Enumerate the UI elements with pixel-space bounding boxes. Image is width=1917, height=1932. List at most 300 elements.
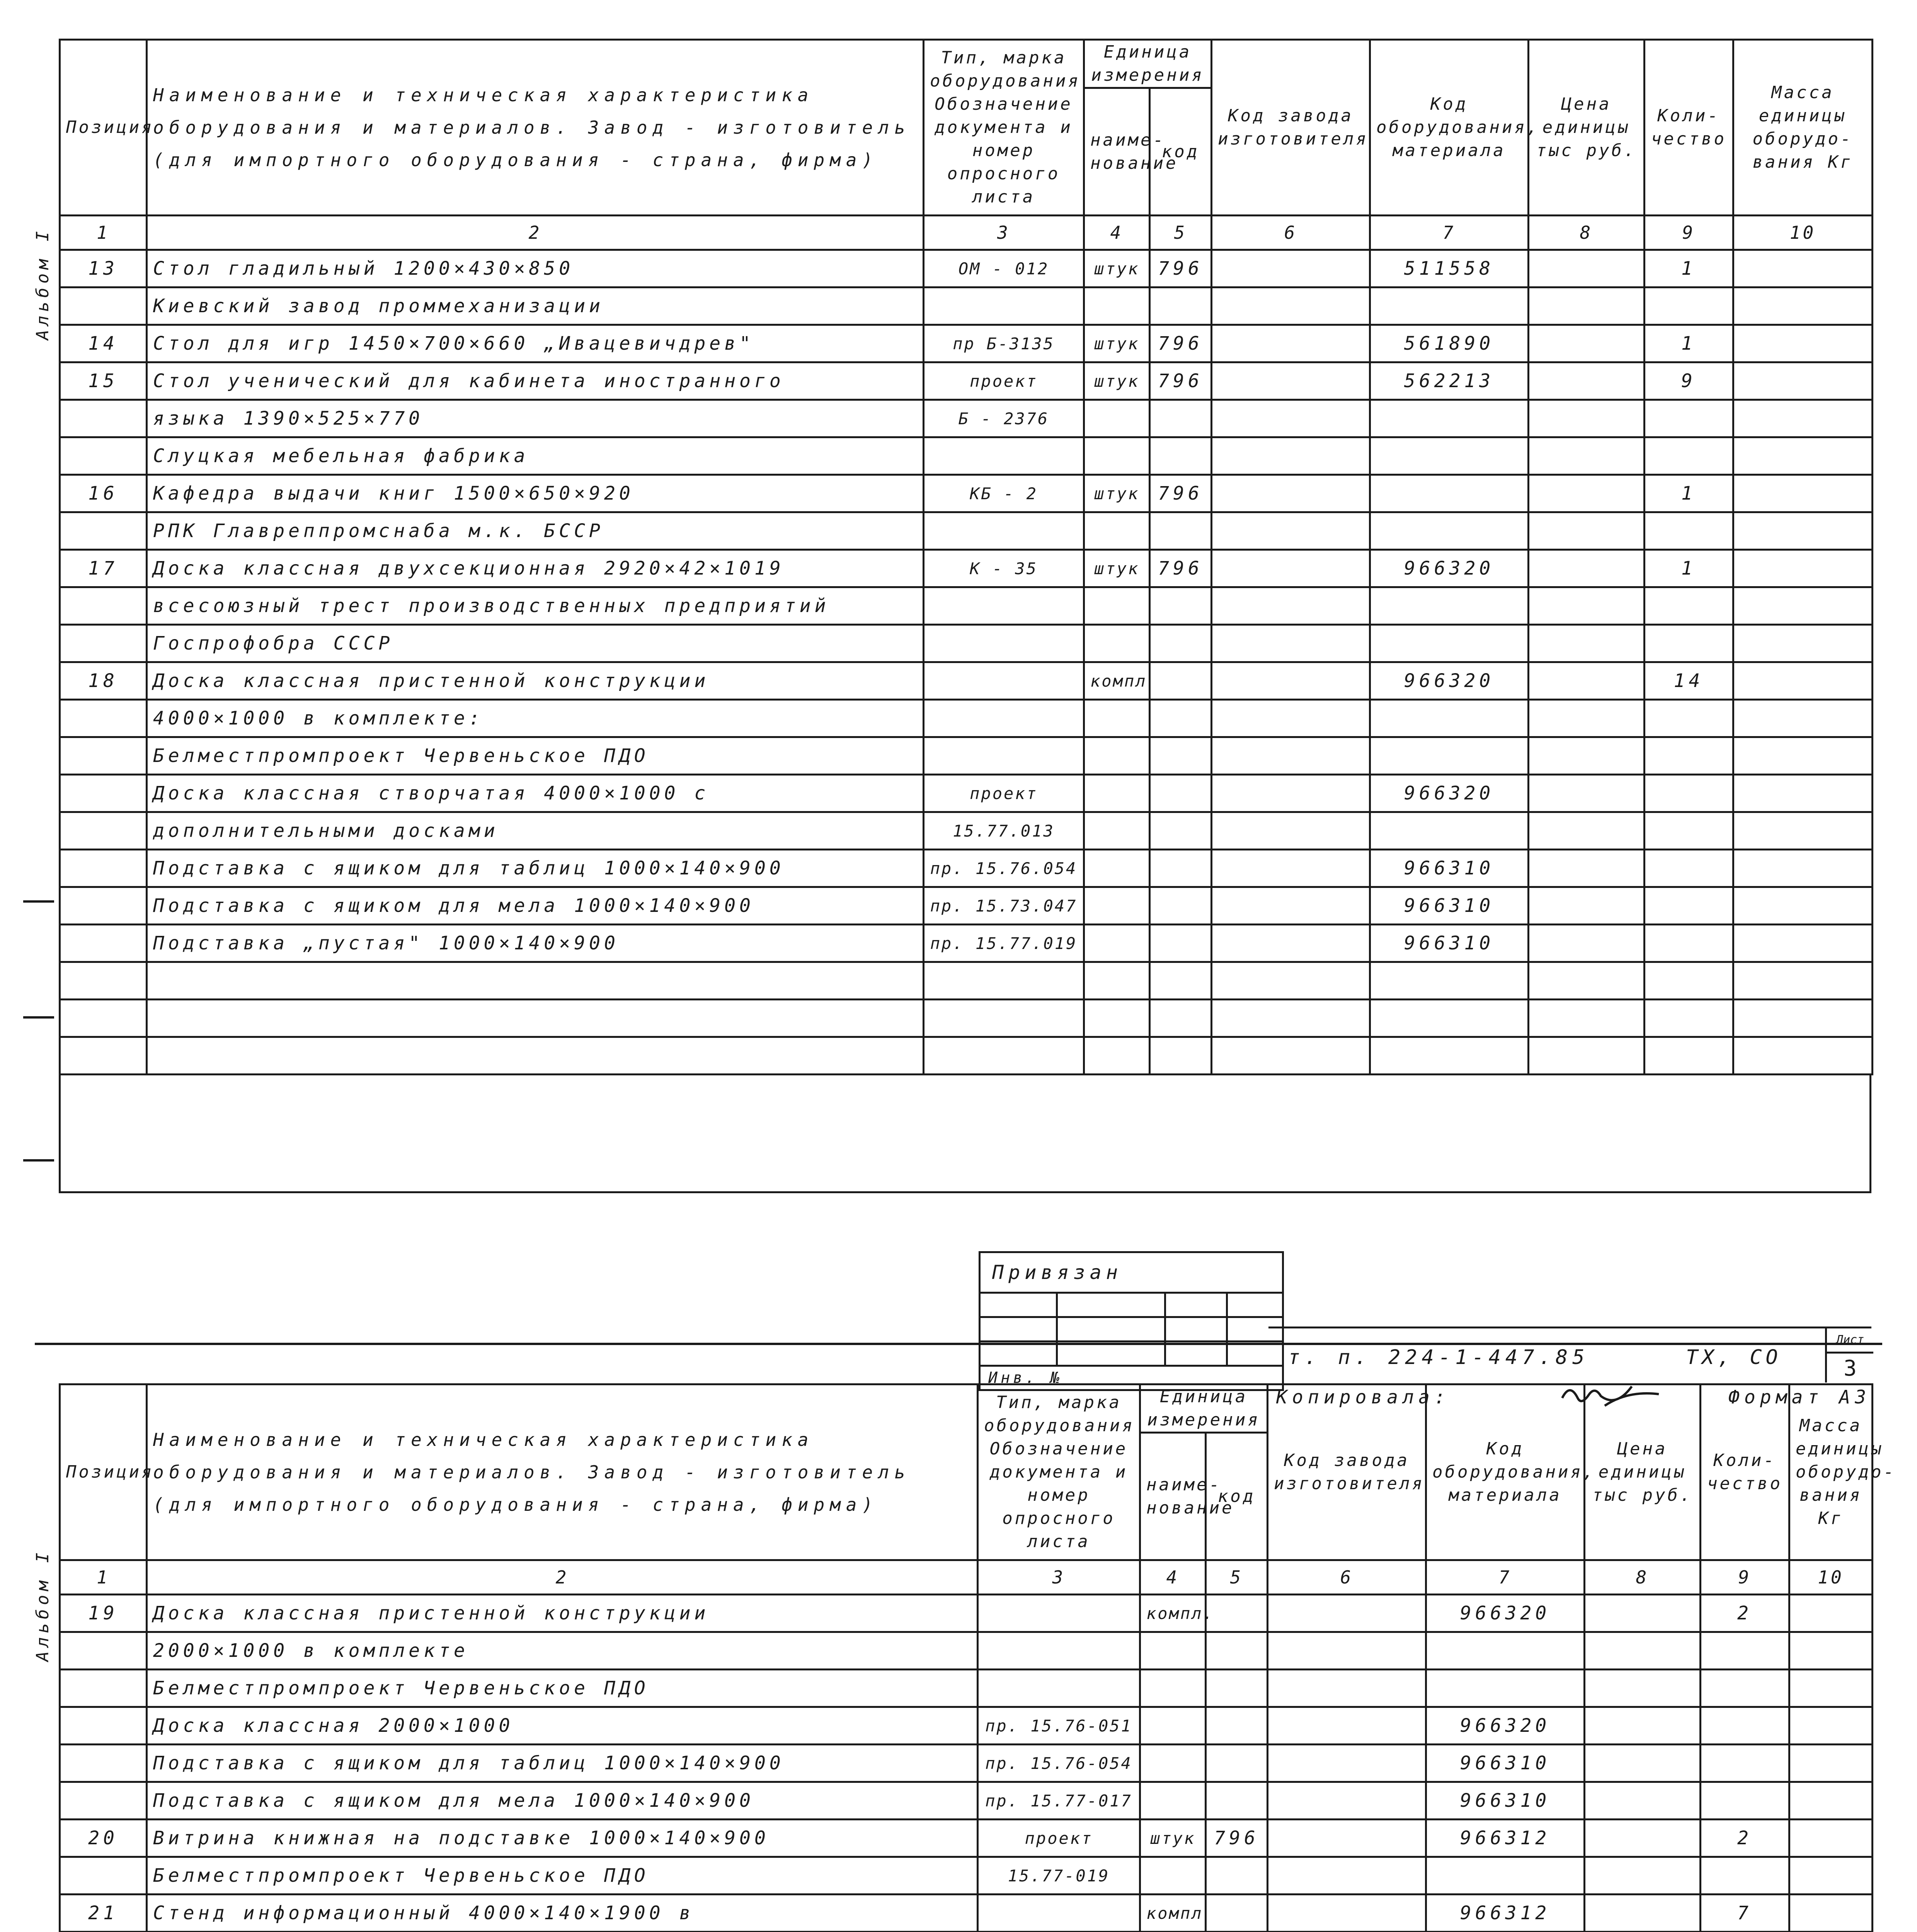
inventory-number: Инв. №: [988, 1369, 1063, 1387]
cell-ecode: [1426, 1670, 1585, 1707]
cell-unit: [1084, 587, 1150, 625]
cell-mass: [1733, 437, 1873, 475]
album-side-label-1: Альбом I: [33, 227, 53, 340]
cell-mass: [1733, 962, 1873, 1000]
cell-qty: [1645, 737, 1733, 775]
table-row: [60, 1745, 1873, 1782]
cell-ecode: 966310: [1426, 1782, 1585, 1820]
cell-price: [1529, 625, 1645, 662]
cell-name: Подставка „пустая" 1000×140×900: [147, 925, 924, 962]
cell-type: пр. 15.77-017: [978, 1782, 1140, 1820]
cell-ecode: 562213: [1370, 362, 1529, 400]
cell-code: [1206, 1895, 1268, 1932]
cell-name: Белместпромпроект Червеньское ПДО: [147, 1670, 978, 1707]
cell-ecode: [1370, 400, 1529, 437]
binding-grid: [981, 1294, 1282, 1367]
cell-unit: [1084, 737, 1150, 775]
cell-fcode: [1212, 437, 1370, 475]
cell-fcode: [1212, 775, 1370, 812]
cell-fcode: [1268, 1745, 1426, 1782]
cell-ecode: [1370, 737, 1529, 775]
cell-price: [1529, 662, 1645, 700]
cell-pos: [60, 437, 147, 475]
header-price: Цена единицы тыс руб.: [1529, 40, 1645, 216]
cell-qty: [1701, 1745, 1789, 1782]
cell-unit: компл: [1140, 1895, 1206, 1932]
table-row: [60, 1707, 1873, 1745]
cell-ecode: [1370, 287, 1529, 325]
cell-qty: 1: [1645, 475, 1733, 512]
cell-unit: [1084, 812, 1150, 850]
cell-ecode: [1370, 700, 1529, 737]
cell-unit: [1084, 1037, 1150, 1075]
cell-ecode: 511558: [1370, 250, 1529, 287]
cell-ecode: [1370, 475, 1529, 512]
cell-mass: [1733, 475, 1873, 512]
cell-qty: 9: [1645, 362, 1733, 400]
cell-code: [1150, 625, 1212, 662]
cell-ecode: 966312: [1426, 1895, 1585, 1932]
header-factory-code: Код завода изготовителя: [1212, 40, 1370, 216]
cell-name: Доска классная пристенной конструкции: [147, 662, 924, 700]
cell-pos: 20: [60, 1820, 147, 1857]
header-unit-group: Единица измерения: [1140, 1384, 1268, 1433]
cell-ecode: [1370, 437, 1529, 475]
cell-unit: [1084, 287, 1150, 325]
cell-qty: [1645, 1037, 1733, 1075]
cell-name: РПК Главреппромснаба м.к. БССР: [147, 512, 924, 550]
cell-type: [924, 962, 1084, 1000]
cell-code: [1150, 587, 1212, 625]
cell-unit: [1140, 1670, 1206, 1707]
cell-name: Стол ученический для кабинета иностранного: [147, 362, 924, 400]
cell-ecode: 561890: [1370, 325, 1529, 362]
cell-mass: [1789, 1632, 1873, 1670]
cell-code: [1206, 1745, 1268, 1782]
cell-type: [978, 1595, 1140, 1632]
cell-type: проект: [924, 362, 1084, 400]
header-type: Тип, марка оборудования Обозначение документа и номер опросного листа: [978, 1384, 1140, 1560]
cell-mass: [1733, 700, 1873, 737]
cell-name: Белместпромпроект Червеньское ПДО: [147, 1857, 978, 1895]
cell-unit: штук: [1084, 550, 1150, 587]
section-code: ТХ, СО: [1686, 1346, 1782, 1369]
cell-mass: [1733, 662, 1873, 700]
cell-type: [924, 700, 1084, 737]
cell-pos: [60, 887, 147, 925]
cell-fcode: [1212, 362, 1370, 400]
header-qty: Коли-чество: [1645, 40, 1733, 216]
cell-qty: [1645, 925, 1733, 962]
cell-pos: [60, 625, 147, 662]
cell-pos: 18: [60, 662, 147, 700]
cell-fcode: [1212, 512, 1370, 550]
table-row: [60, 475, 1873, 512]
cell-mass: [1733, 400, 1873, 437]
cell-mass: [1733, 287, 1873, 325]
cell-mass: [1789, 1820, 1873, 1857]
cell-type: [924, 1000, 1084, 1037]
cell-pos: [60, 1670, 147, 1707]
cell-pos: [60, 962, 147, 1000]
cell-mass: [1733, 1000, 1873, 1037]
cell-qty: [1645, 400, 1733, 437]
cell-unit: штук: [1084, 475, 1150, 512]
cell-mass: [1733, 775, 1873, 812]
cell-code: [1150, 400, 1212, 437]
cell-unit: штук: [1140, 1820, 1206, 1857]
cell-price: [1529, 550, 1645, 587]
spec-table: [59, 1383, 1896, 1932]
binding-box: [979, 1251, 1284, 1391]
cell-pos: [60, 737, 147, 775]
cell-code: [1150, 887, 1212, 925]
cell-code: 796: [1150, 325, 1212, 362]
cell-qty: [1645, 1000, 1733, 1037]
cell-code: [1206, 1707, 1268, 1745]
cell-code: [1150, 775, 1212, 812]
cell-fcode: [1212, 887, 1370, 925]
cell-fcode: [1212, 737, 1370, 775]
table-row: [60, 512, 1873, 550]
cell-mass: [1733, 550, 1873, 587]
cell-price: [1585, 1782, 1701, 1820]
table-row: [60, 1820, 1873, 1857]
cell-type: [978, 1670, 1140, 1707]
cell-code: 796: [1206, 1820, 1268, 1857]
cell-mass: [1789, 1595, 1873, 1632]
cell-name: Подставка с ящиком для таблиц 1000×140×900: [147, 850, 924, 887]
table-row: [60, 1895, 1873, 1932]
cell-type: [924, 625, 1084, 662]
cell-price: [1529, 850, 1645, 887]
cell-name: языка 1390×525×770: [147, 400, 924, 437]
cell-code: [1206, 1632, 1268, 1670]
cell-qty: 2: [1701, 1595, 1789, 1632]
cell-code: [1150, 1037, 1212, 1075]
cell-pos: 21: [60, 1895, 147, 1932]
header-unit-name: наиме-нование: [1084, 88, 1150, 216]
cell-unit: [1140, 1745, 1206, 1782]
cell-name: дополнительными досками: [147, 812, 924, 850]
header-factory-code: Код завода изготовителя: [1268, 1384, 1426, 1560]
cell-price: [1585, 1745, 1701, 1782]
margin-tick: [23, 1016, 54, 1019]
header-mass: Масса единицы оборудо-вания Кг: [1789, 1384, 1873, 1560]
cell-mass: [1733, 850, 1873, 887]
table-row: [60, 287, 1873, 325]
cell-fcode: [1212, 700, 1370, 737]
cell-unit: [1084, 962, 1150, 1000]
cell-pos: [60, 775, 147, 812]
table-row: [60, 1632, 1873, 1670]
table-row: [60, 700, 1873, 737]
cell-type: пр. 15.76.054: [924, 850, 1084, 887]
table-row: [60, 250, 1873, 287]
cell-unit: [1084, 887, 1150, 925]
cell-code: [1150, 1000, 1212, 1037]
cell-qty: [1645, 512, 1733, 550]
cell-mass: [1789, 1782, 1873, 1820]
cell-price: [1585, 1895, 1701, 1932]
cell-ecode: [1426, 1857, 1585, 1895]
cell-pos: 19: [60, 1595, 147, 1632]
cell-mass: [1789, 1857, 1873, 1895]
cell-fcode: [1212, 662, 1370, 700]
sheet-3: [59, 39, 1871, 1408]
cell-price: [1529, 925, 1645, 962]
cell-qty: 2: [1701, 1820, 1789, 1857]
cell-unit: [1140, 1632, 1206, 1670]
cell-pos: 14: [60, 325, 147, 362]
cell-qty: [1645, 700, 1733, 737]
cell-price: [1529, 437, 1645, 475]
cell-mass: [1789, 1895, 1873, 1932]
cell-code: [1150, 962, 1212, 1000]
cell-price: [1529, 512, 1645, 550]
cell-unit: [1084, 625, 1150, 662]
cell-fcode: [1268, 1895, 1426, 1932]
cell-code: [1150, 737, 1212, 775]
cell-mass: [1733, 812, 1873, 850]
cell-pos: [60, 1037, 147, 1075]
cell-unit: [1084, 850, 1150, 887]
table-row: [60, 962, 1873, 1000]
cell-code: [1206, 1857, 1268, 1895]
cell-price: [1585, 1595, 1701, 1632]
table-row: [60, 587, 1873, 625]
cell-price: [1529, 812, 1645, 850]
table-row: [60, 1670, 1873, 1707]
cell-unit: компл: [1084, 662, 1150, 700]
cell-fcode: [1212, 850, 1370, 887]
cell-fcode: [1212, 400, 1370, 437]
cell-fcode: [1268, 1595, 1426, 1632]
cell-mass: [1733, 362, 1873, 400]
cell-name: Кафедра выдачи книг 1500×650×920: [147, 475, 924, 512]
table-row: [60, 775, 1873, 812]
cell-code: [1150, 812, 1212, 850]
cell-qty: 1: [1645, 550, 1733, 587]
cell-fcode: [1212, 475, 1370, 512]
cell-code: [1150, 925, 1212, 962]
cell-name: Слуцкая мебельная фабрика: [147, 437, 924, 475]
margin-tick: [23, 900, 54, 903]
cell-name: Доска классная двухсекционная 2920×42×1019: [147, 550, 924, 587]
binding-title: Привязан: [981, 1253, 1282, 1294]
cell-name: 4000×1000 в комплекте:: [147, 700, 924, 737]
cell-pos: 13: [60, 250, 147, 287]
cell-pos: [60, 1632, 147, 1670]
cell-price: [1529, 737, 1645, 775]
cell-ecode: [1370, 962, 1529, 1000]
column-numbers: 1 2 3 4 5 6 7 8 9 10: [60, 1560, 1873, 1595]
cell-ecode: 966310: [1370, 887, 1529, 925]
cell-pos: [60, 587, 147, 625]
cell-fcode: [1268, 1820, 1426, 1857]
cell-fcode: [1212, 587, 1370, 625]
cell-price: [1529, 287, 1645, 325]
cell-name: Стенд информационный 4000×140×1900 в: [147, 1895, 978, 1932]
cell-type: [924, 587, 1084, 625]
cell-pos: [60, 1000, 147, 1037]
cell-ecode: [1426, 1632, 1585, 1670]
cell-name: Доска классная пристенной конструкции: [147, 1595, 978, 1632]
cell-ecode: 966310: [1426, 1745, 1585, 1782]
cell-type: Б - 2376: [924, 400, 1084, 437]
cell-mass: [1733, 250, 1873, 287]
cell-price: [1529, 475, 1645, 512]
cell-name: Подставка с ящиком для таблиц 1000×140×900: [147, 1745, 978, 1782]
cell-ecode: 966310: [1370, 925, 1529, 962]
cell-code: 796: [1150, 475, 1212, 512]
cell-price: [1585, 1707, 1701, 1745]
cell-mass: [1733, 325, 1873, 362]
cell-mass: [1789, 1707, 1873, 1745]
cell-price: [1529, 250, 1645, 287]
cell-unit: компл.: [1140, 1595, 1206, 1632]
cell-name: Белместпромпроект Червеньское ПДО: [147, 737, 924, 775]
cell-name: Доска классная створчатая 4000×1000 с: [147, 775, 924, 812]
cell-price: [1529, 1000, 1645, 1037]
cell-fcode: [1212, 1000, 1370, 1037]
sheet-number-box: Лист 3: [1825, 1328, 1873, 1383]
cell-pos: [60, 287, 147, 325]
cell-price: [1529, 1037, 1645, 1075]
cell-price: [1529, 362, 1645, 400]
table-row: [60, 812, 1873, 850]
cell-code: [1150, 287, 1212, 325]
cell-unit: [1084, 775, 1150, 812]
header-name: Наименование и техническая характеристика оборудования и материалов. Завод - изготовитель (для импортного оборудования - страна, фирма): [147, 40, 924, 216]
header-name: Наименование и техническая характеристика оборудования и материалов. Завод - изготовитель (для импортного оборудования - страна, фирма): [147, 1384, 978, 1560]
cell-mass: [1733, 737, 1873, 775]
sheet-4: [59, 1383, 1896, 1932]
table-row: [60, 1000, 1873, 1037]
cell-unit: штук: [1084, 362, 1150, 400]
cell-mass: [1733, 887, 1873, 925]
cell-ecode: [1370, 625, 1529, 662]
cell-qty: [1701, 1632, 1789, 1670]
cell-qty: [1645, 887, 1733, 925]
table-row: [60, 887, 1873, 925]
cell-type: проект: [978, 1820, 1140, 1857]
cell-fcode: [1268, 1670, 1426, 1707]
cell-qty: [1645, 587, 1733, 625]
cell-ecode: 966320: [1426, 1707, 1585, 1745]
cell-type: [924, 1037, 1084, 1075]
cell-qty: [1701, 1782, 1789, 1820]
header-unit-code: код: [1206, 1433, 1268, 1560]
cell-qty: [1645, 287, 1733, 325]
cell-pos: [60, 700, 147, 737]
table-row: [60, 662, 1873, 700]
cell-code: [1150, 850, 1212, 887]
cell-pos: [60, 925, 147, 962]
cell-unit: [1084, 437, 1150, 475]
cell-price: [1529, 775, 1645, 812]
table-row: [60, 1857, 1873, 1895]
cell-unit: [1084, 512, 1150, 550]
copied-by-label: Копировала:: [1276, 1386, 1450, 1408]
cell-unit: штук: [1084, 325, 1150, 362]
cell-ecode: 966320: [1370, 662, 1529, 700]
cell-pos: 17: [60, 550, 147, 587]
cell-type: пр Б-3135: [924, 325, 1084, 362]
cell-fcode: [1212, 1037, 1370, 1075]
cell-unit: [1084, 1000, 1150, 1037]
cell-pos: 15: [60, 362, 147, 400]
cell-pos: [60, 1745, 147, 1782]
cell-qty: [1645, 850, 1733, 887]
cell-mass: [1733, 587, 1873, 625]
cell-price: [1529, 887, 1645, 925]
cell-type: 15.77.013: [924, 812, 1084, 850]
cell-unit: [1084, 400, 1150, 437]
cell-qty: 14: [1645, 662, 1733, 700]
cell-name: 2000×1000 в комплекте: [147, 1632, 978, 1670]
cell-mass: [1789, 1670, 1873, 1707]
cell-pos: [60, 1857, 147, 1895]
header-equip-code: Код оборудования, материала: [1370, 40, 1529, 216]
cell-ecode: 966310: [1370, 850, 1529, 887]
table-row: [60, 550, 1873, 587]
cell-fcode: [1212, 550, 1370, 587]
cell-type: КБ - 2: [924, 475, 1084, 512]
cell-type: ОМ - 012: [924, 250, 1084, 287]
column-numbers: 1 2 3 4 5 6 7 8 9 10: [60, 216, 1873, 250]
cell-fcode: [1212, 812, 1370, 850]
cell-name: [147, 962, 924, 1000]
cell-fcode: [1268, 1632, 1426, 1670]
cell-ecode: 966312: [1426, 1820, 1585, 1857]
cell-price: [1585, 1670, 1701, 1707]
cell-type: [924, 287, 1084, 325]
cell-fcode: [1212, 625, 1370, 662]
header-unit-code: код: [1150, 88, 1212, 216]
cell-name: Доска классная 2000×1000: [147, 1707, 978, 1745]
cell-ecode: [1370, 512, 1529, 550]
cell-type: [978, 1895, 1140, 1932]
format-label: Формат А3: [1728, 1386, 1871, 1408]
cell-qty: [1645, 812, 1733, 850]
table-row: [60, 625, 1873, 662]
cell-fcode: [1212, 325, 1370, 362]
album-side-label-2: Альбом I: [33, 1549, 53, 1662]
header-qty: Коли-чество: [1701, 1384, 1789, 1560]
cell-qty: [1645, 437, 1733, 475]
header-price: Цена единицы тыс руб.: [1585, 1384, 1701, 1560]
cell-code: [1150, 700, 1212, 737]
cell-ecode: [1370, 587, 1529, 625]
header-unit-group: Единица измерения: [1084, 40, 1212, 88]
table-row: [60, 400, 1873, 437]
cell-qty: 1: [1645, 250, 1733, 287]
cell-name: всесоюзный трест производственных предприятий: [147, 587, 924, 625]
cell-mass: [1733, 625, 1873, 662]
cell-mass: [1789, 1745, 1873, 1782]
cell-qty: [1701, 1707, 1789, 1745]
header-position: Позиция: [60, 40, 147, 216]
sheet-number: 3: [1844, 1356, 1857, 1381]
table-row: [60, 1782, 1873, 1820]
cell-name: Стол гладильный 1200×430×850: [147, 250, 924, 287]
table-row: [60, 362, 1873, 400]
cell-qty: [1701, 1670, 1789, 1707]
header-type: Тип, марка оборудования Обозначение документа и номер опросного листа: [924, 40, 1084, 216]
cell-type: пр. 15.76-051: [978, 1707, 1140, 1745]
cell-type: [924, 662, 1084, 700]
